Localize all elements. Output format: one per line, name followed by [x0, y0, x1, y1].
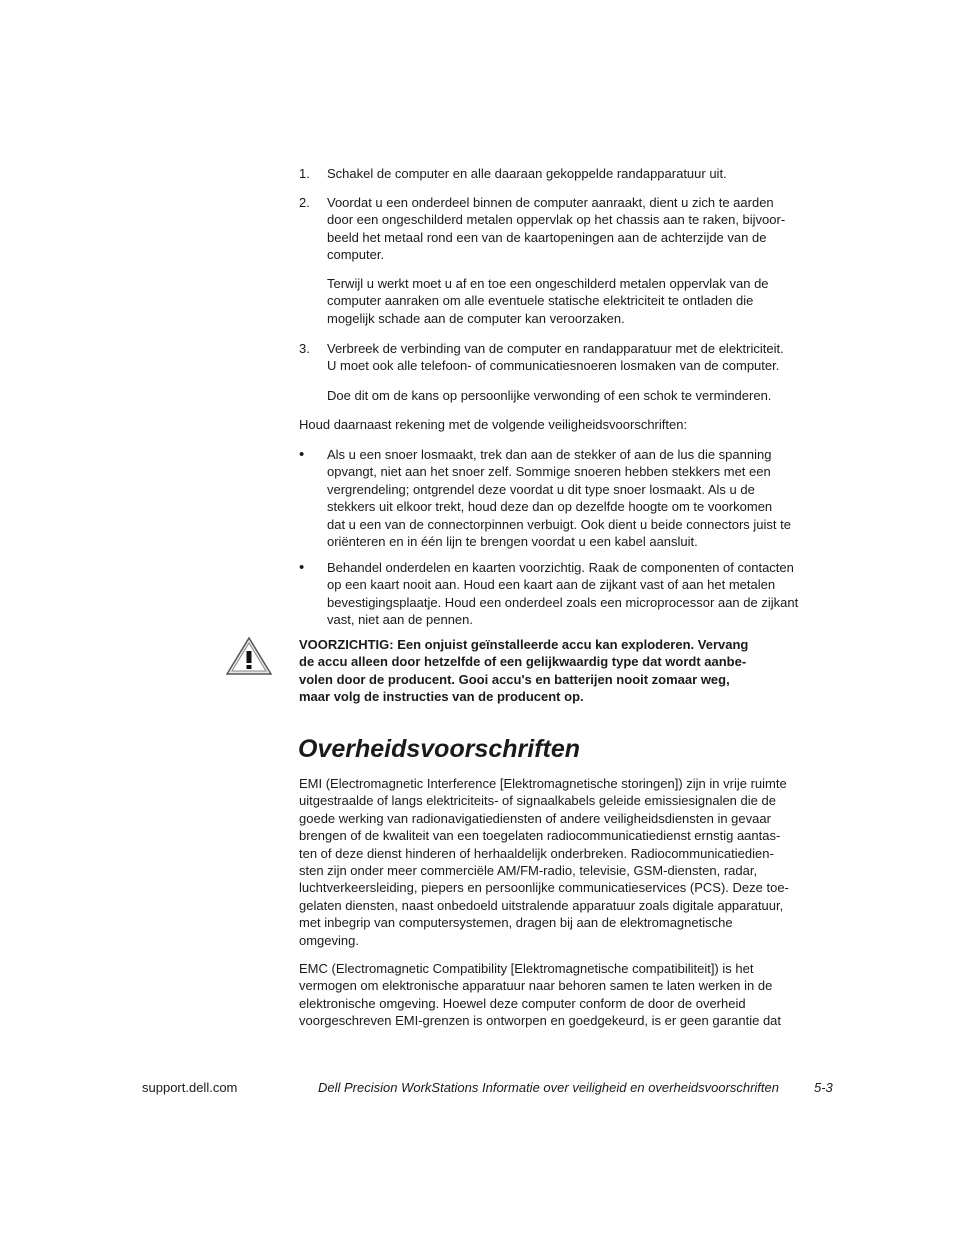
step-text: Verbreek de verbinding van de computer en randapparatuur met de elektriciteit.: [327, 341, 784, 356]
caution-text: volen door de producent. Gooi accu's en batterijen nooit zomaar weg,: [299, 671, 730, 687]
bullet-text: op een kaart nooit aan. Houd een kaart aan de zijkant vast of aan het metalen: [327, 577, 776, 593]
paragraph-line: luchtverkeersleiding, piepers en persoonlijke communicatieservices (PCS). Deze toe-: [299, 880, 789, 896]
paragraph-line: brengen of de kwaliteit van een toegelaten radiocommunicatiedienst ernstig aantas-: [299, 828, 781, 844]
emc-paragraph: [299, 960, 833, 1030]
bullet-text: bevestigingsplaatje. Houd een onderdeel zoals een microprocessor aan de zijkant: [327, 594, 799, 610]
step-number: 3.: [299, 341, 310, 356]
intro-line: Houd daarnaast rekening met de volgende veiligheidsvoorschriften:: [299, 417, 688, 432]
bullet-text: vast, niet aan de pennen.: [327, 612, 474, 628]
warning-triangle-icon: [226, 636, 272, 676]
step-number: 1.: [299, 166, 310, 181]
footer-title: Dell Precision WorkStations Informatie over veiligheid en overheidsvoorschriften: [318, 1080, 779, 1095]
bullet-dot-icon: •: [299, 559, 305, 576]
emi-paragraph: [299, 775, 833, 949]
bullet-text: oriënteren en in één lijn te brengen voordat u een kabel aansluit.: [327, 534, 698, 550]
step-text: Voordat u een onderdeel binnen de computer aanraakt, dient u zich te aarden: [327, 195, 774, 210]
warning-triangle-icon: [226, 636, 272, 676]
paragraph-line: gelaten diensten, naast onbedoeld uitstralende apparatuur zoals digitale apparatuur,: [299, 897, 784, 913]
bullet-text: dat u een van de connectorpinnen verbuigt. Ook dient u beide connectors juist te: [327, 516, 791, 532]
caution-text: maar volg de instructies van de producent op.: [299, 689, 584, 705]
intro-text: [299, 416, 833, 433]
paragraph-line: EMI (Electromagnetic Interference [Elektromagnetische storingen]) zijn in vrije ruimte: [299, 776, 787, 791]
step-text: beeld het metaal rond een van de kaartopeningen aan de achterzijde van de: [327, 229, 767, 245]
step-number: 2.: [299, 195, 310, 210]
step-text: computer.: [327, 247, 385, 263]
bullet-dot-icon: •: [299, 446, 305, 463]
step-text: mogelijk schade aan de computer kan veroorzaken.: [327, 310, 625, 326]
bullet-text: Behandel onderdelen en kaarten voorzichtig. Raak de componenten of contacten: [327, 560, 794, 575]
paragraph-line: sten zijn onder meer commerciële AM/FM-radio, televisie, GSM-diensten, radar,: [299, 863, 758, 879]
paragraph-line: omgeving.: [299, 932, 359, 948]
bullet-list: [299, 446, 833, 626]
step-list: [299, 165, 833, 405]
paragraph-line: EMC (Electromagnetic Compatibility [Elektromagnetische compatibiliteit]) is het: [299, 961, 754, 976]
paragraph-line: goede werking van radionavigatiediensten of andere veiligheidsdiensten in gevaar: [299, 810, 771, 826]
footer-website: support.dell.com: [142, 1080, 238, 1095]
step-text: Terwijl u werkt moet u af en toe een ongeschilderd metalen oppervlak van de: [327, 276, 769, 291]
bullet-text: vergrendeling; ontgrendel deze voordat u dit type snoer losmaakt. Als u de: [327, 481, 755, 497]
step-text: Doe dit om de kans op persoonlijke verwonding of een schok te verminderen.: [327, 388, 772, 403]
caution-text: VOORZICHTIG: Een onjuist geïnstalleerde accu kan exploderen. Vervang: [299, 637, 749, 652]
caution-text: de accu alleen door hetzelfde of een gelijkwaardig type dat wordt aanbe-: [299, 654, 747, 670]
caution-note: [299, 636, 839, 706]
paragraph-line: ten of deze dienst hinderen of herhaaldelijk onderbreken. Radiocommunicatiedien-: [299, 845, 774, 861]
bullet-text: stekkers uit elkoor trekt, houd deze dan op dezelfde hoogte om te voorkomen: [327, 499, 773, 515]
paragraph-line: met inbegrip van computersystemen, dragen bij aan de elektromagnetische: [299, 915, 733, 931]
footer-page-number: 5-3: [814, 1080, 833, 1095]
paragraph-line: voorgeschreven EMI-grenzen is ontworpen en goedgekeurd, is er geen garantie dat: [299, 1013, 782, 1029]
paragraph-line: uitgestraalde of langs elektriciteits- of signaalkabels geleide emissiesignalen die de: [299, 793, 776, 809]
step-text: door een ongeschilderd metalen oppervlak op het chassis aan te raken, bijvoor-: [327, 212, 786, 228]
paragraph-line: vermogen om elektronische apparatuur naar behoren samen te laten werken in de: [299, 978, 773, 994]
section-heading: Overheidsvoorschriften: [298, 735, 581, 763]
step-text: Schakel de computer en alle daaraan gekoppelde randapparatuur uit.: [327, 166, 727, 181]
step-text: computer aanraken om alle eventuele statische elektriciteit te ontladen die: [327, 293, 754, 309]
bullet-text: Als u een snoer losmaakt, trek dan aan de stekker of aan de lus die spanning: [327, 447, 772, 462]
step-text: U moet ook alle telefoon- of communicatiesnoeren losmaken van de computer.: [327, 358, 780, 374]
paragraph-line: elektronische omgeving. Hoewel deze computer conform de door de overheid: [299, 995, 746, 1011]
bullet-text: opvangt, niet aan het snoer zelf. Sommige snoeren hebben stekkers met een: [327, 464, 771, 480]
